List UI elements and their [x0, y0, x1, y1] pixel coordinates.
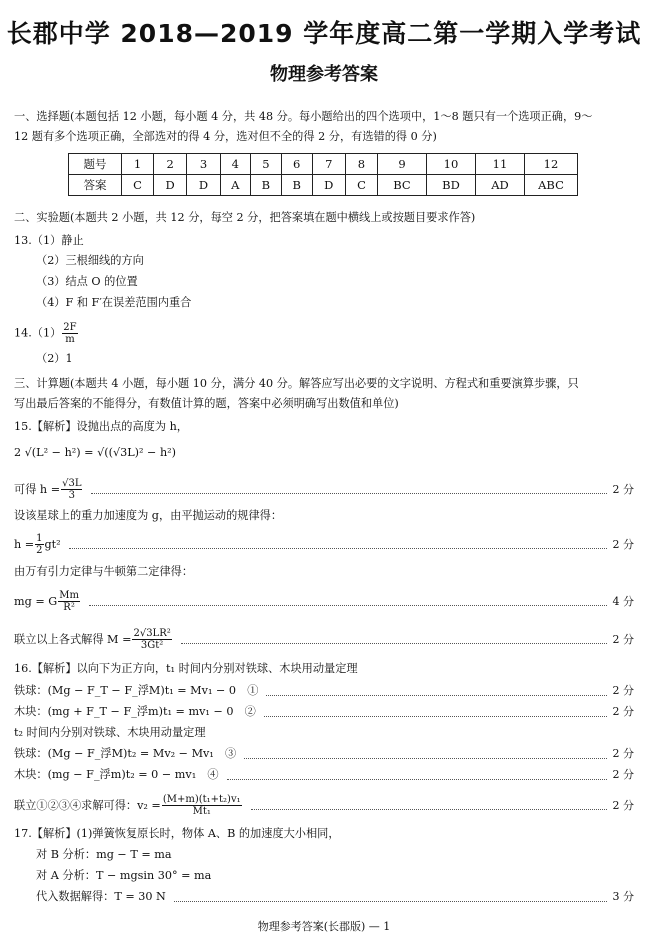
q17-step-2: 对 A 分析：T − mgsin 30° = ma: [36, 869, 212, 882]
leader-dots: [69, 540, 607, 549]
q14-fraction: [62, 322, 77, 345]
q15-step-3: 设该星球上的重力加速度为 g，由平抛运动的规律得：: [14, 509, 283, 522]
table-cell: D: [153, 175, 186, 196]
score-label: 2 分: [612, 705, 634, 718]
section1-heading-line2: 12 题有多个选项正确，全部选对的得 4 分，选对但不全的得 2 分，有选错的得 0 分): [14, 130, 437, 143]
fraction-numerator: 1: [36, 533, 43, 544]
fraction-numerator: Mm: [59, 590, 79, 601]
fraction-numerator: 2F: [63, 322, 77, 333]
table-cell: D: [187, 175, 220, 196]
score-label: 2 分: [612, 684, 634, 697]
q15-step-2: [14, 478, 634, 501]
q15-step-7-fraction: [132, 628, 171, 651]
answer-table-answer-row: [69, 175, 578, 196]
q15-step-4-text: h =: [14, 537, 35, 551]
section2-heading: 二、实验题(本题共 2 小题，共 12 分，每空 2 分，把答案填在题中横线上或按题目要求作答): [14, 211, 476, 224]
fraction-numerator: 2√3LR²: [133, 628, 171, 639]
leader-dots: [181, 635, 607, 644]
table-cell: 3: [187, 154, 220, 175]
q13-answer-4: （4）F 和 F′在误差范围内重合: [36, 296, 192, 309]
table-cell: 1: [122, 154, 154, 175]
score-label: 2 分: [612, 768, 634, 781]
q13-answer-1: 13.（1）静止: [14, 234, 84, 247]
table-cell: C: [122, 175, 154, 196]
fraction-numerator: √3L: [62, 478, 82, 489]
fraction-numerator: (M+m)(t₁+t₂)v₁: [162, 794, 241, 805]
q17-intro: 17.【解析】(1)弹簧恢复原长时，物体 A、B 的加速度大小相同，: [14, 827, 340, 840]
score-label: 2 分: [612, 747, 634, 760]
leader-dots: [89, 597, 607, 606]
exam-subtitle: 物理参考答案: [270, 64, 378, 85]
table-cell: 11: [476, 154, 525, 175]
table-cell: AD: [476, 175, 525, 196]
table-cell: 4: [220, 154, 250, 175]
q16-step-5-text: 木块：(mg − F_浮m)t₂ = 0 − mv₁ ④: [14, 768, 219, 781]
section3-heading-line1: 三、计算题(本题共 4 小题，每小题 10 分，满分 40 分。解答应写出必要的文字说明、方程式和重要演算步骤，只: [14, 377, 579, 390]
score-label: 4 分: [612, 594, 634, 608]
table-cell: 9: [378, 154, 427, 175]
fraction-denominator: Mt₁: [192, 806, 211, 817]
q15-step-5: 由万有引力定律与牛顿第二定律得：: [14, 565, 194, 578]
q16-step-1: [14, 684, 634, 698]
q16-step-3: t₂ 时间内分别对铁球、木块用动量定理: [14, 726, 206, 739]
q14-answer-1: [14, 322, 634, 345]
fraction-denominator: 2: [36, 545, 43, 556]
table-header-number: 题号: [69, 154, 122, 175]
leader-dots: [91, 485, 606, 494]
section3-heading-line2: 写出最后答案的不能得分，有数值计算的题，答案中必须明确写出数值和单位): [14, 397, 399, 410]
q15-step-4-tail: gt²: [44, 537, 61, 551]
q16-step-1-text: 铁球：(Mg − F_T − F_浮M)t₁ = Mv₁ − 0 ①: [14, 684, 259, 697]
table-header-answer: 答案: [69, 175, 122, 196]
q17-step-3: [36, 890, 634, 904]
score-label: 3 分: [612, 890, 634, 903]
table-cell: BC: [378, 175, 427, 196]
leader-dots: [244, 750, 606, 759]
section1-heading-line1: 一、选择题(本题包括 12 小题，每小题 4 分，共 48 分。每小题给出的四个选项中，1～8 题只有一个选项正确，9～: [14, 110, 593, 123]
fraction-denominator: 3: [68, 490, 75, 501]
q15-step-6-fraction: [58, 590, 80, 613]
table-cell: B: [251, 175, 282, 196]
score-label: 2 分: [612, 632, 634, 646]
leader-dots: [266, 687, 606, 696]
q16-step-6-fraction: [162, 794, 242, 817]
q16-intro: 16.【解析】以向下为正方向，t₁ 时间内分别对铁球、木块用动量定理: [14, 662, 358, 675]
q15-step-2-text: 可得 h =: [14, 482, 61, 496]
q15-step-4: [14, 533, 634, 556]
q16-step-2-text: 木块：(mg + F_T − F_浮m)t₁ = mv₁ − 0 ②: [14, 705, 256, 718]
table-cell: BD: [427, 175, 476, 196]
q16-step-4: [14, 747, 634, 761]
q15-step-2-fraction: [61, 478, 82, 501]
q15-step-6: [14, 590, 634, 613]
q15-step-6-text: mg = G: [14, 594, 58, 608]
score-label: 2 分: [612, 482, 634, 496]
fraction-denominator: m: [65, 334, 75, 345]
q13-answer-2: （2）三根细线的方向: [36, 254, 144, 267]
fraction-denominator: 3Gt²: [140, 640, 164, 651]
q17-step-1: 对 B 分析：mg − T = ma: [36, 848, 172, 861]
table-cell: B: [281, 175, 312, 196]
table-cell: ABC: [525, 175, 578, 196]
page-footer: 物理参考答案(长郡版) — 1: [257, 920, 391, 933]
table-cell: 8: [345, 154, 377, 175]
table-cell: 2: [153, 154, 186, 175]
score-label: 2 分: [612, 798, 634, 812]
exam-title: 长郡中学 2018—2019 学年度高二第一学期入学考试: [6, 19, 642, 48]
q17-step-3-text: 代入数据解得：T = 30 N: [36, 890, 166, 903]
q16-step-5: [14, 768, 634, 782]
q15-step-4-fraction: [35, 533, 43, 556]
leader-dots: [174, 893, 607, 902]
q14-label: 14.（1）: [14, 326, 62, 340]
q15-equation-1: 2 √(L² − h²) = √((√3L)² − h²): [14, 446, 177, 459]
leader-dots: [251, 801, 607, 810]
table-cell: 7: [312, 154, 345, 175]
answer-table: [68, 153, 578, 196]
q16-step-6-text: 联立①②③④求解可得：v₂ =: [14, 798, 161, 812]
table-cell: 6: [281, 154, 312, 175]
table-cell: 12: [525, 154, 578, 175]
q14-answer-2: （2）1: [36, 352, 73, 365]
q15-intro: 15.【解析】设抛出点的高度为 h，: [14, 420, 188, 433]
table-cell: C: [345, 175, 377, 196]
table-cell: A: [220, 175, 250, 196]
q16-step-4-text: 铁球：(Mg − F_浮M)t₂ = Mv₂ − Mv₁ ③: [14, 747, 237, 760]
table-cell: D: [312, 175, 345, 196]
table-cell: 5: [251, 154, 282, 175]
q16-step-6: [14, 794, 634, 817]
score-label: 2 分: [612, 537, 634, 551]
answer-table-number-row: [69, 154, 578, 175]
q15-step-7-text: 联立以上各式解得 M =: [14, 632, 132, 646]
q15-step-7: [14, 628, 634, 651]
q16-step-2: [14, 705, 634, 719]
table-cell: 10: [427, 154, 476, 175]
q13-answer-3: （3）结点 O 的位置: [36, 275, 138, 288]
leader-dots: [227, 771, 607, 780]
fraction-denominator: R²: [63, 602, 75, 613]
leader-dots: [264, 708, 607, 717]
